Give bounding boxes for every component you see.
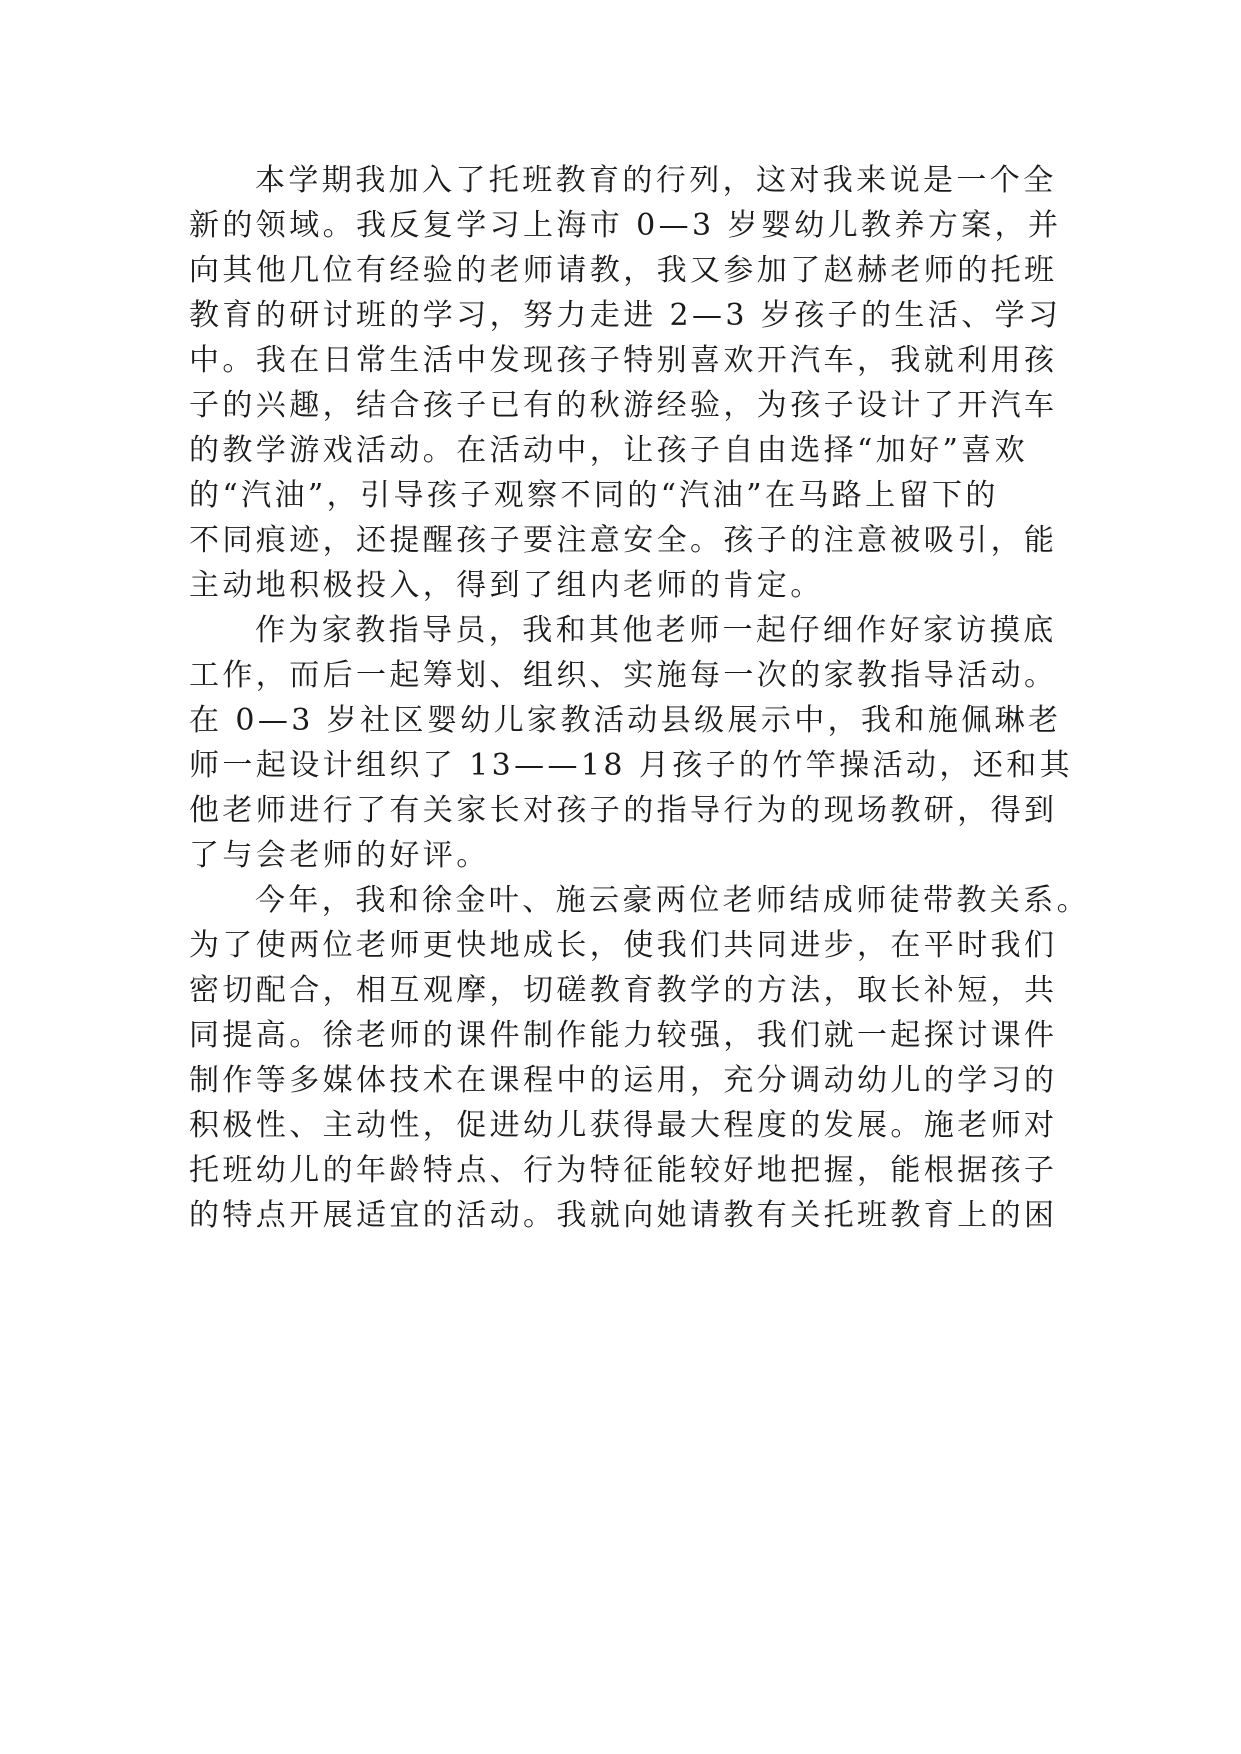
text-line: 本学期我加入了托班教育的行列，这对我来说是一个全 [255, 163, 1057, 198]
paragraph-1 [189, 158, 1062, 608]
text-line: 师一起设计组织了 13——18 月孩子的竹竿操活动，还和其 [189, 748, 1074, 783]
text-line: 了与会老师的好评。 [189, 838, 490, 873]
text-line: 今年，我和徐金叶、施云豪两位老师结成师徒带教关系。 [255, 883, 1090, 918]
text-line: 为了使两位老师更快地成长，使我们共同进步，在平时我们 [189, 928, 1058, 963]
text-line: 他老师进行了有关家长对孩子的指导行为的现场教研，得到 [189, 793, 1058, 828]
text-line: 托班幼儿的年龄特点、行为特征能较好地把握，能根据孩子 [189, 1153, 1058, 1188]
text-line: 子的兴趣，结合孩子已有的秋游经验，为孩子设计了开汽车 [189, 388, 1058, 423]
text-line: 的教学游戏活动。在活动中，让孩子自由选择“加好”喜欢 [189, 433, 1029, 468]
text-line: 向其他几位有经验的老师请教，我又参加了赵赫老师的托班 [189, 253, 1058, 288]
text-line: 新的领域。我反复学习上海市 0—3 岁婴幼儿教养方案，并 [189, 208, 1062, 243]
text-line: 主动地积极投入，得到了组内老师的肯定。 [189, 568, 824, 603]
text-line: 工作，而后一起筹划、组织、实施每一次的家教指导活动。 [189, 658, 1058, 693]
text-line: 在 0—3 岁社区婴幼儿家教活动县级展示中，我和施佩琳老 [189, 703, 1062, 738]
text-line: 中。我在日常生活中发现孩子特别喜欢开汽车，我就利用孩 [189, 343, 1058, 378]
text-line: 的特点开展适宜的活动。我就向她请教有关托班教育上的困 [189, 1198, 1058, 1233]
text-line: 密切配合，相互观摩，切磋教育教学的方法，取长补短，共 [189, 973, 1058, 1008]
text-line: 同提高。徐老师的课件制作能力较强，我们就一起探讨课件 [189, 1018, 1058, 1053]
document-body [189, 158, 1090, 1238]
text-line: 教育的研讨班的学习，努力走进 2—3 岁孩子的生活、学习 [189, 298, 1062, 333]
text-line: 的“汽油”，引导孩子观察不同的“汽油”在马路上留下的 [189, 478, 999, 513]
text-line: 不同痕迹，还提醒孩子要注意安全。孩子的注意被吸引，能 [189, 523, 1058, 558]
text-line: 作为家教指导员，我和其他老师一起仔细作好家访摸底 [255, 613, 1057, 648]
text-line: 制作等多媒体技术在课程中的运用，充分调动幼儿的学习的 [189, 1063, 1058, 1098]
paragraph-2 [189, 608, 1074, 878]
paragraph-3 [189, 878, 1090, 1238]
text-line: 积极性、主动性，促进幼儿获得最大程度的发展。施老师对 [189, 1108, 1058, 1143]
